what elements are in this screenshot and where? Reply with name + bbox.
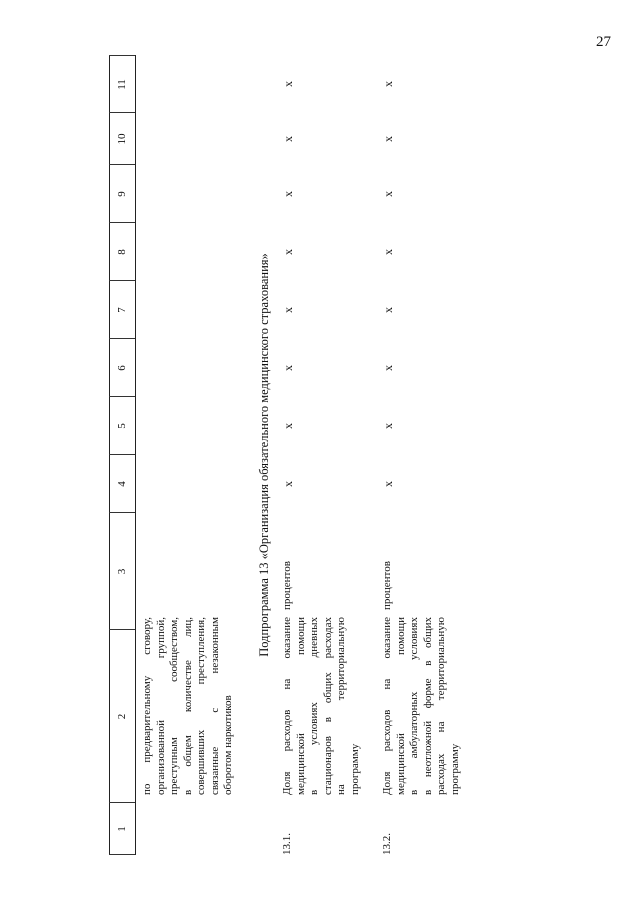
row-13-2-col-5: x: [381, 423, 395, 429]
row-13-1-col-8: x: [281, 249, 295, 255]
text-line: в неотложной форме в общих: [421, 617, 434, 795]
row-13-2-col-6: x: [381, 365, 395, 371]
header-col-4: 4: [116, 481, 128, 487]
text-line: Доля расходов на оказание: [281, 617, 293, 795]
header-col-10: 10: [116, 133, 128, 145]
row-13-1-col-6: x: [281, 365, 295, 371]
subprogram-title: Подпрограмма 13 «Организация обязательного медицинского страхования»: [257, 253, 271, 657]
row-13-2-col-7: x: [381, 307, 395, 313]
row-13-1-description: [281, 617, 362, 795]
text-line: организованной группой,: [154, 617, 167, 795]
row-13-2-col-11: x: [381, 81, 395, 87]
header-col-6: 6: [116, 365, 128, 371]
text-line: в амбулаторных условиях: [408, 617, 420, 795]
row-13-1-col-10: x: [281, 136, 295, 142]
text-line: медицинской помощи: [394, 617, 407, 795]
header-col-9: 9: [116, 191, 128, 197]
text-line: программу: [448, 743, 461, 795]
text-line: по предварительному сговору,: [141, 617, 153, 795]
header-col-5: 5: [116, 423, 128, 429]
row-13-1-col-11: x: [281, 81, 295, 87]
row-13-1-col-5: x: [281, 423, 295, 429]
text-line: оборотом наркотиков: [222, 695, 234, 795]
text-line: стационаров в общих расходах: [321, 617, 334, 795]
text-line: расходах на территориальную: [435, 617, 447, 795]
row-13-2-unit: процентов: [381, 561, 393, 610]
text-line: медицинской помощи: [294, 617, 307, 795]
row-13-1-unit: процентов: [281, 561, 293, 610]
page-number: 27: [596, 34, 611, 50]
header-col-7: 7: [116, 307, 128, 313]
row-13-1-col-4: x: [281, 481, 295, 487]
header-col-1: 1: [116, 826, 128, 832]
row-13-2-number: 13.2.: [381, 833, 393, 855]
text-line: совершивших преступления,: [195, 617, 207, 795]
header-col-8: 8: [116, 249, 128, 255]
header-col-2: 2: [116, 713, 128, 720]
text-line: на территориальную: [335, 617, 347, 795]
text-line: программу: [348, 743, 361, 795]
row-13-2-col-8: x: [381, 249, 395, 255]
header-col-3: 3: [116, 568, 128, 575]
header-col-11: 11: [116, 79, 128, 90]
header-bottom-border: [135, 55, 136, 855]
rotated-table: [85, 55, 605, 855]
row-13-2-col-4: x: [381, 481, 395, 487]
text-line: Доля расходов на оказание: [381, 617, 393, 795]
row-13-1-col-7: x: [281, 307, 295, 313]
row-13-2-description: [381, 617, 462, 795]
text-line: преступным сообществом,: [168, 617, 180, 795]
row-13-1-col-9: x: [281, 191, 295, 197]
text-line: связанные с незаконным: [208, 617, 221, 795]
text-line: в общем количестве лиц,: [181, 617, 194, 795]
row-13-2-col-10: x: [381, 136, 395, 142]
row-13-2-col-9: x: [381, 191, 395, 197]
text-line: в условиях дневных: [308, 617, 320, 795]
row-13-1-number: 13.1.: [281, 833, 293, 855]
continued-indicator-text: [141, 617, 236, 795]
